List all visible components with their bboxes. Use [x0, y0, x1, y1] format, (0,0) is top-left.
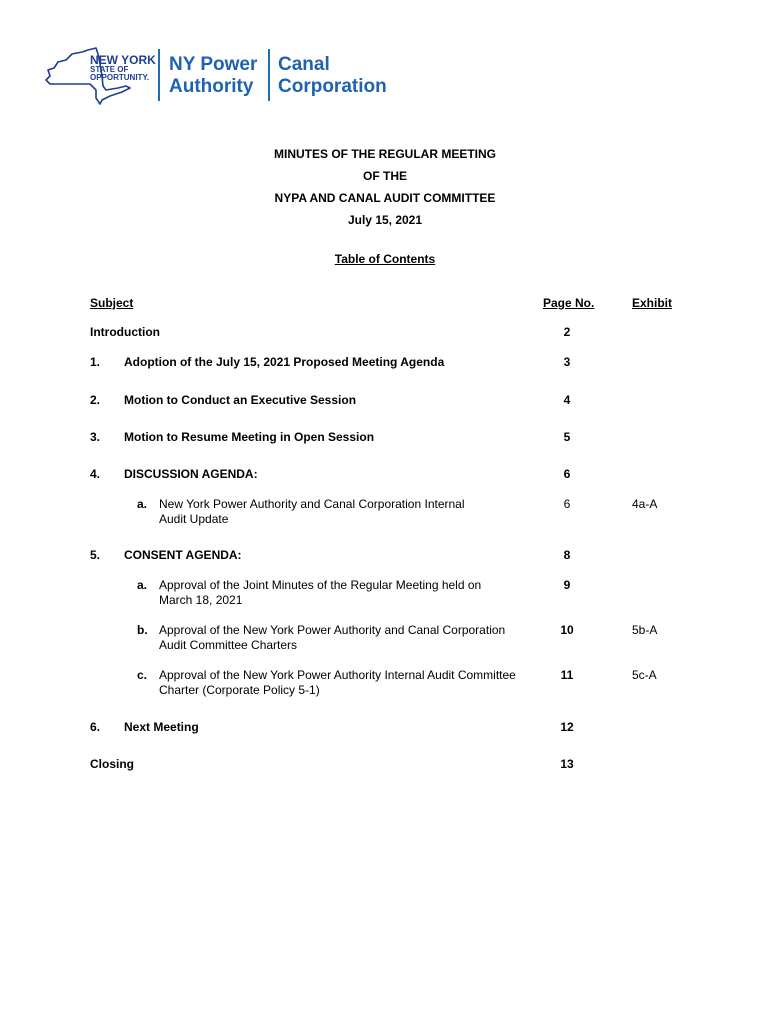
nypa-line1: NY Power [169, 54, 258, 75]
nypa-line2: Authority [169, 76, 254, 97]
canal-line2: Corporation [278, 76, 387, 97]
entry-line: Approval of the New York Power Authority Internal Audit Committee [159, 668, 516, 682]
page-closing: 13 [560, 757, 574, 771]
page-discussion-agenda: 6 [563, 467, 571, 481]
entry-open-session: Motion to Resume Meeting in Open Session [124, 430, 375, 444]
entry-internal-audit-charter [159, 668, 539, 698]
canal-line1: Canal [278, 54, 330, 75]
page-joint-minutes: 9 [563, 578, 571, 592]
entry-joint-minutes [159, 578, 539, 608]
meeting-date: July 15, 2021 [347, 213, 423, 227]
entry-number: 1. [90, 355, 101, 369]
logo-divider [158, 49, 160, 101]
canal-wordmark [278, 54, 387, 98]
exhibit-internal-audit-update: 4a-A [632, 497, 658, 511]
page-adoption-agenda: 3 [563, 355, 571, 369]
column-subject: Subject [90, 296, 134, 310]
entry-closing: Closing [90, 757, 134, 771]
entry-number: 2. [90, 393, 101, 407]
page-open-session: 5 [563, 430, 571, 444]
column-page: Page No. [543, 296, 595, 310]
entry-letter: c. [137, 668, 148, 682]
logo-divider [268, 49, 270, 101]
entry-introduction: Introduction [90, 325, 160, 339]
page-next-meeting: 12 [560, 720, 574, 734]
title-line-2: OF THE [363, 169, 407, 183]
state-tagline-1: STATE OF [90, 65, 129, 74]
exhibit-internal-audit-charter: 5c-A [632, 668, 657, 682]
title-line-3: NYPA AND CANAL AUDIT COMMITTEE [274, 191, 496, 205]
entry-line: Approval of the Joint Minutes of the Regular Meeting held on [159, 578, 482, 592]
exhibit-committee-charters: 5b-A [632, 623, 658, 637]
entry-line: Audit Update [159, 512, 229, 526]
state-wordmark [90, 55, 156, 82]
entry-discussion-agenda: DISCUSSION AGENDA: [124, 467, 258, 481]
entry-letter: a. [137, 578, 148, 592]
entry-number: 4. [90, 467, 101, 481]
page-consent-agenda: 8 [563, 548, 571, 562]
entry-number: 3. [90, 430, 101, 444]
nypa-wordmark [169, 54, 257, 98]
entry-letter: b. [137, 623, 148, 637]
entry-executive-session: Motion to Conduct an Executive Session [124, 393, 357, 407]
page-internal-audit-update: 6 [563, 497, 571, 511]
entry-number: 5. [90, 548, 101, 562]
entry-internal-audit-update [159, 497, 539, 527]
column-exhibit: Exhibit [632, 296, 673, 310]
page-committee-charters: 10 [560, 623, 574, 637]
header-logo [40, 40, 390, 110]
page-introduction: 2 [563, 325, 571, 339]
entry-line: March 18, 2021 [159, 593, 243, 607]
title-line-1: MINUTES OF THE REGULAR MEETING [274, 147, 496, 161]
toc-heading: Table of Contents [334, 252, 436, 266]
entry-line: Charter (Corporate Policy 5-1) [159, 683, 320, 697]
entry-line: Audit Committee Charters [159, 638, 298, 652]
page-executive-session: 4 [563, 393, 571, 407]
state-tagline-2: OPPORTUNITY. [90, 73, 150, 82]
entry-committee-charters [159, 623, 539, 653]
entry-next-meeting: Next Meeting [124, 720, 199, 734]
entry-letter: a. [137, 497, 148, 511]
entry-adoption-agenda: Adoption of the July 15, 2021 Proposed Meeting Agenda [124, 355, 445, 369]
entry-line: New York Power Authority and Canal Corporation Internal [159, 497, 465, 511]
state-name: NEW YORK [90, 53, 156, 67]
entry-line: Approval of the New York Power Authority and Canal Corporation [159, 623, 506, 637]
page-internal-audit-charter: 11 [560, 668, 574, 682]
entry-number: 6. [90, 720, 101, 734]
entry-consent-agenda: CONSENT AGENDA: [124, 548, 242, 562]
